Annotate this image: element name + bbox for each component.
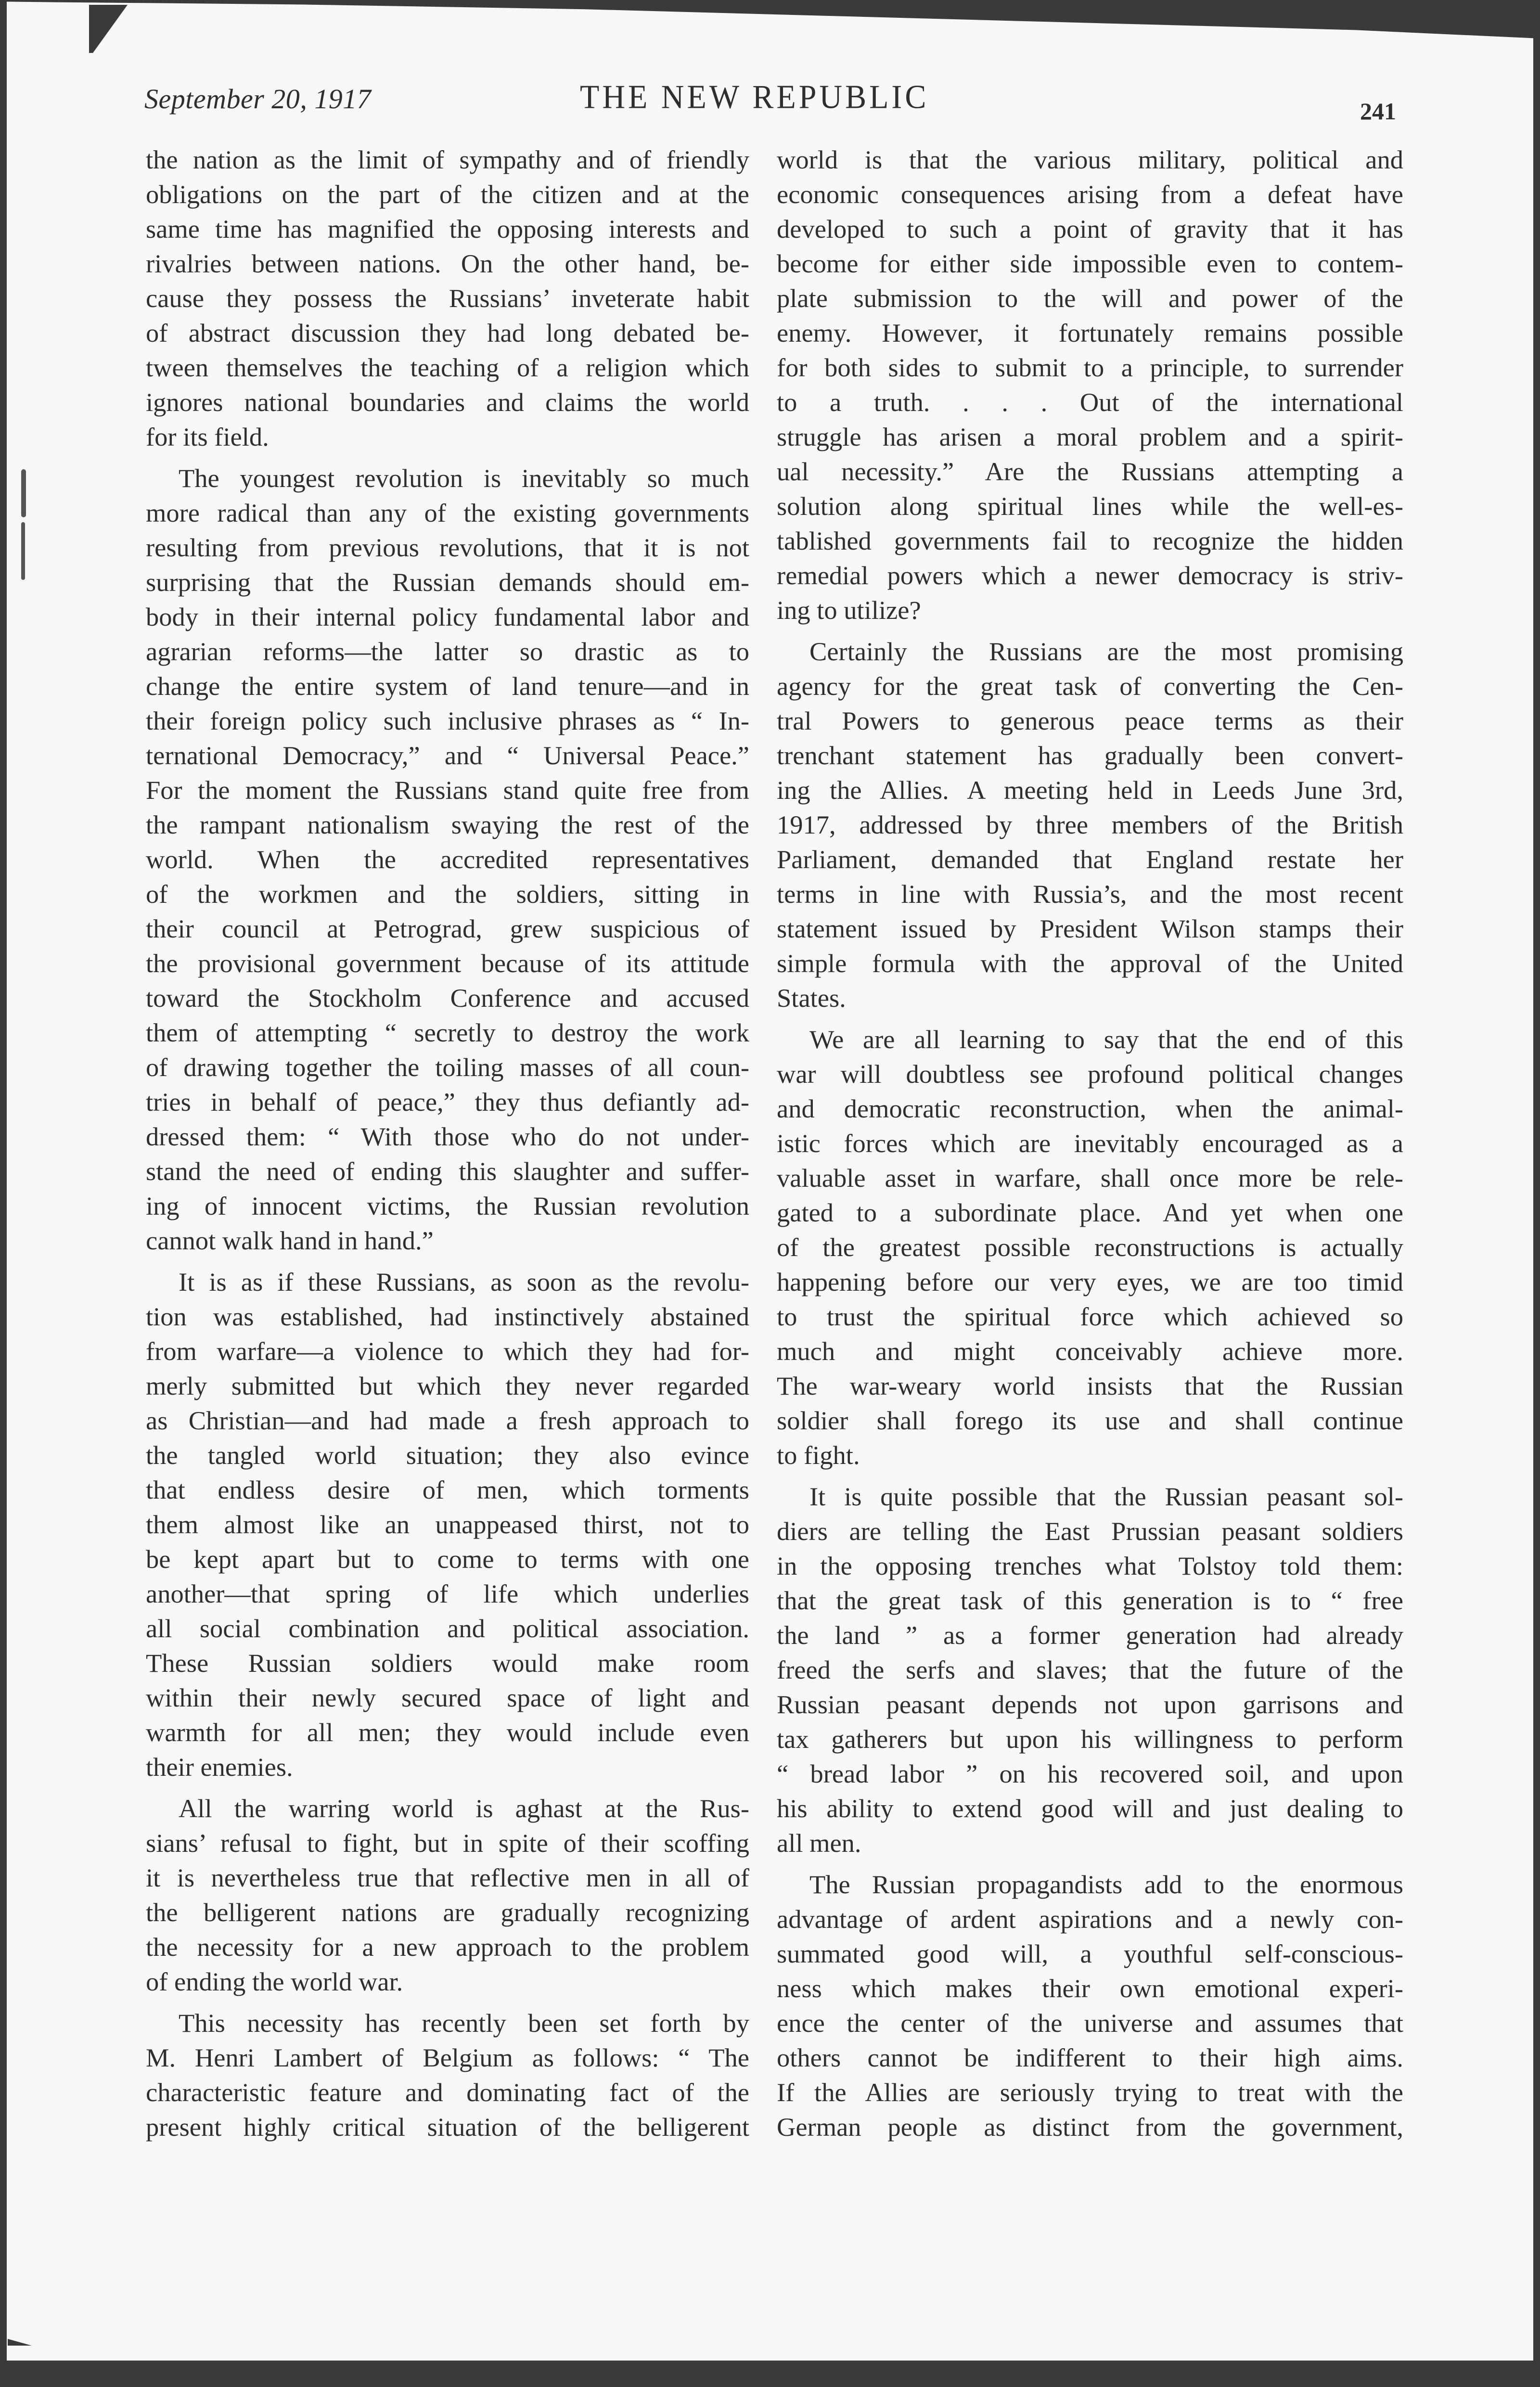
text-line: plate submission to the will and power of the [777,283,1403,313]
text-line: to trust the spiritual force which achieved so [777,1302,1403,1331]
text-line: toward the Stockholm Conference and accused [146,983,749,1013]
text-line: tries in behalf of peace,” they thus defiantly ad- [146,1087,749,1116]
text-line: surprising that the Russian demands should em- [146,567,749,597]
text-line: warmth for all men; they would include even [146,1718,749,1747]
publication-title: THE NEW REPUBLIC [580,78,929,116]
text-line: It is quite possible that the Russian peasant sol- [809,1482,1403,1511]
paragraph [146,1791,749,1999]
text-line: world. When the accredited representatives [146,845,749,874]
text-line: ing of innocent victims, the Russian revolution [146,1191,749,1220]
margin-ink-mark [21,469,26,517]
text-line: remedial powers which a newer democracy is striv- [777,561,1403,590]
text-line: of drawing together the toiling masses of all coun- [146,1052,749,1082]
text-line: If the Allies are seriously trying to treat with the [777,2078,1403,2107]
text-line: gated to a subordinate place. And yet when one [777,1198,1403,1227]
text-line: in the opposing trenches what Tolstoy told them: [777,1551,1403,1580]
text-line: tral Powers to generous peace terms as their [777,706,1403,735]
text-line: of the greatest possible reconstructions is actually [777,1232,1403,1262]
text-line: become for either side impossible even to contem- [777,249,1403,278]
paragraph-gap [777,1473,1403,1479]
text-line: agency for the great task of converting the Cen- [777,671,1403,701]
issue-date: September 20, 1917 [144,83,372,115]
text-line: agrarian reforms—the latter so drastic as to [146,637,749,666]
text-line: of abstract discussion they had long debated be- [146,318,749,347]
text-line: of the workmen and the soldiers, sitting in [146,879,749,909]
text-line: trenchant statement has gradually been convert- [777,741,1403,770]
text-line: characteristic feature and dominating fact of the [146,2078,749,2107]
text-line: valuable asset in warfare, shall once more be rele- [777,1163,1403,1193]
text-line: soldier shall forego its use and shall continue [777,1406,1403,1435]
scan-border-bottom [0,2361,1540,2387]
text-line: All the warring world is aghast at the Rus- [179,1794,749,1823]
text-line: the rampant nationalism swaying the rest of the [146,810,749,839]
text-line: another—that spring of life which underlies [146,1579,749,1608]
text-line: For the moment the Russians stand quite free from [146,775,749,805]
text-line: summated good will, a youthful self-conscious- [777,1939,1403,1968]
text-line: war will doubtless see profound political changes [777,1059,1403,1089]
text-line: from warfare—a violence to which they had for- [146,1336,749,1366]
paragraph [146,461,749,1258]
text-line: 1917, addressed by three members of the British [777,810,1403,839]
text-line: for its field. [146,422,269,451]
text-line: The Russian propagandists add to the enormous [809,1870,1403,1899]
text-line: M. Henri Lambert of Belgium as follows: “ The [146,2043,749,2072]
text-line: more radical than any of the existing governments [146,498,749,527]
text-line: to fight. [777,1440,860,1470]
text-line: them of attempting “ secretly to destroy the work [146,1018,749,1047]
text-line: tax gatherers but upon his willingness to perform [777,1724,1403,1754]
text-line: their council at Petrograd, grew suspicious of [146,914,749,943]
paragraph-gap [146,1258,749,1265]
text-line: others cannot be indifferent to their high aims. [777,2043,1403,2072]
text-line: tablished governments fail to recognize the hidden [777,526,1403,555]
text-line: statement issued by President Wilson stamps their [777,914,1403,943]
left-column [146,142,749,2144]
text-line: cause they possess the Russians’ inveterate habit [146,283,749,313]
text-line: diers are telling the East Prussian peasant soldiers [777,1516,1403,1546]
text-line: the tangled world situation; they also evince [146,1440,749,1470]
text-line: the nation as the limit of sympathy and of friendly [146,145,749,174]
text-line: freed the serfs and slaves; that the future of the [777,1655,1403,1684]
paragraph-gap [777,1015,1403,1022]
text-line: German people as distinct from the government, [777,2112,1403,2142]
paragraph [777,142,1403,628]
text-line: obligations on the part of the citizen and at the [146,180,749,209]
text-line: ness which makes their own emotional experi- [777,1974,1403,2003]
text-line: them almost like an unappeased thirst, not to [146,1510,749,1539]
text-line: Parliament, demanded that England restate her [777,845,1403,874]
text-line: It is as if these Russians, as soon as the revolu- [179,1267,749,1296]
text-line: enemy. However, it fortunately remains possible [777,318,1403,347]
text-line: ignores national boundaries and claims the world [146,387,749,417]
text-line: happening before our very eyes, we are too timid [777,1267,1403,1296]
text-line: ing to utilize? [777,595,921,625]
text-line: sians’ refusal to fight, but in spite of their scoffing [146,1828,749,1858]
text-line: terms in line with Russia’s, and the most recent [777,879,1403,909]
text-line: tween themselves the teaching of a religion which [146,353,749,382]
text-line: ual necessity.” Are the Russians attempting a [777,457,1403,486]
text-line: We are all learning to say that the end of this [809,1025,1403,1054]
text-line: the belligerent nations are gradually recognizing [146,1898,749,1927]
text-line: the necessity for a new approach to the problem [146,1932,749,1962]
text-line: cannot walk hand in hand.” [146,1226,434,1255]
paragraph-gap [777,1861,1403,1867]
text-line: ternational Democracy,” and “ Universal Peace.” [146,741,749,770]
page-number: 241 [1360,98,1396,125]
paragraph [146,142,749,454]
text-line: all social combination and political association. [146,1614,749,1643]
paragraph-gap [146,1784,749,1791]
paragraph [777,634,1403,1015]
text-line: to a truth. . . . Out of the international [777,387,1403,417]
margin-ink-mark [21,522,25,580]
text-line: Certainly the Russians are the most promising [809,637,1403,666]
text-line: world is that the various military, political and [777,145,1403,174]
paragraph-gap [146,1999,749,2006]
text-line: dressed them: “ With those who do not under- [146,1122,749,1151]
text-line: for both sides to submit to a principle, to surrender [777,353,1403,382]
text-line: These Russian soldiers would make room [146,1648,749,1678]
text-line: change the entire system of land tenure—and in [146,671,749,701]
text-line: istic forces which are inevitably encouraged as a [777,1129,1403,1158]
text-line: tion was established, had instinctively abstained [146,1302,749,1331]
text-line: resulting from previous revolutions, that it is not [146,533,749,562]
text-line: much and might conceivably achieve more. [777,1336,1403,1366]
text-line: Russian peasant depends not upon garrisons and [777,1690,1403,1719]
paragraph [777,1479,1403,1861]
text-line: it is nevertheless true that reflective men in all of [146,1863,749,1892]
right-column [777,142,1403,2144]
text-line: States. [777,983,846,1013]
text-line: This necessity has recently been set forth by [179,2008,749,2038]
paragraph [146,2006,749,2144]
text-line: that the great task of this generation is to “ free [777,1586,1403,1615]
text-line: their foreign policy such inclusive phrases as “ In- [146,706,749,735]
text-line: and democratic reconstruction, when the animal- [777,1094,1403,1123]
text-line: be kept apart but to come to terms with one [146,1544,749,1574]
scan-border-right [1533,0,1540,2387]
text-line: within their newly secured space of light and [146,1683,749,1712]
text-line: that endless desire of men, which torments [146,1475,749,1504]
text-line: their enemies. [146,1752,293,1782]
text-line: same time has magnified the opposing interests and [146,214,749,244]
paragraph-gap [777,628,1403,634]
text-line: The war-weary world insists that the Russian [777,1371,1403,1400]
text-line: of ending the world war. [146,1967,403,1996]
text-line: present highly critical situation of the belligerent [146,2112,749,2142]
text-line: as Christian—and had made a fresh approach to [146,1406,749,1435]
paragraph [777,1022,1403,1473]
text-line: solution along spiritual lines while the well-es- [777,491,1403,521]
text-line: ing the Allies. A meeting held in Leeds June 3rd, [777,775,1403,805]
text-line: all men. [777,1828,861,1858]
text-line: rivalries between nations. On the other hand, be- [146,249,749,278]
text-line: ence the center of the universe and assumes that [777,2008,1403,2038]
text-line: “ bread labor ” on his recovered soil, and upon [777,1759,1403,1788]
text-line: advantage of ardent aspirations and a newly con- [777,1904,1403,1934]
text-line: the land ” as a former generation had already [777,1620,1403,1650]
text-line: the provisional government because of its attitude [146,949,749,978]
paragraph [777,1867,1403,2144]
text-line: body in their internal policy fundamental labor and [146,602,749,631]
paragraph [146,1265,749,1784]
text-line: stand the need of ending this slaughter and suffer- [146,1156,749,1186]
running-head [0,78,1540,126]
text-line: economic consequences arising from a defeat have [777,180,1403,209]
paragraph-gap [146,454,749,461]
text-line: developed to such a point of gravity that it has [777,214,1403,244]
text-line: his ability to extend good will and just dealing to [777,1794,1403,1823]
text-line: The youngest revolution is inevitably so much [179,463,749,493]
text-line: simple formula with the approval of the United [777,949,1403,978]
text-line: struggle has arisen a moral problem and a spirit- [777,422,1403,451]
text-line: merly submitted but which they never regarded [146,1371,749,1400]
